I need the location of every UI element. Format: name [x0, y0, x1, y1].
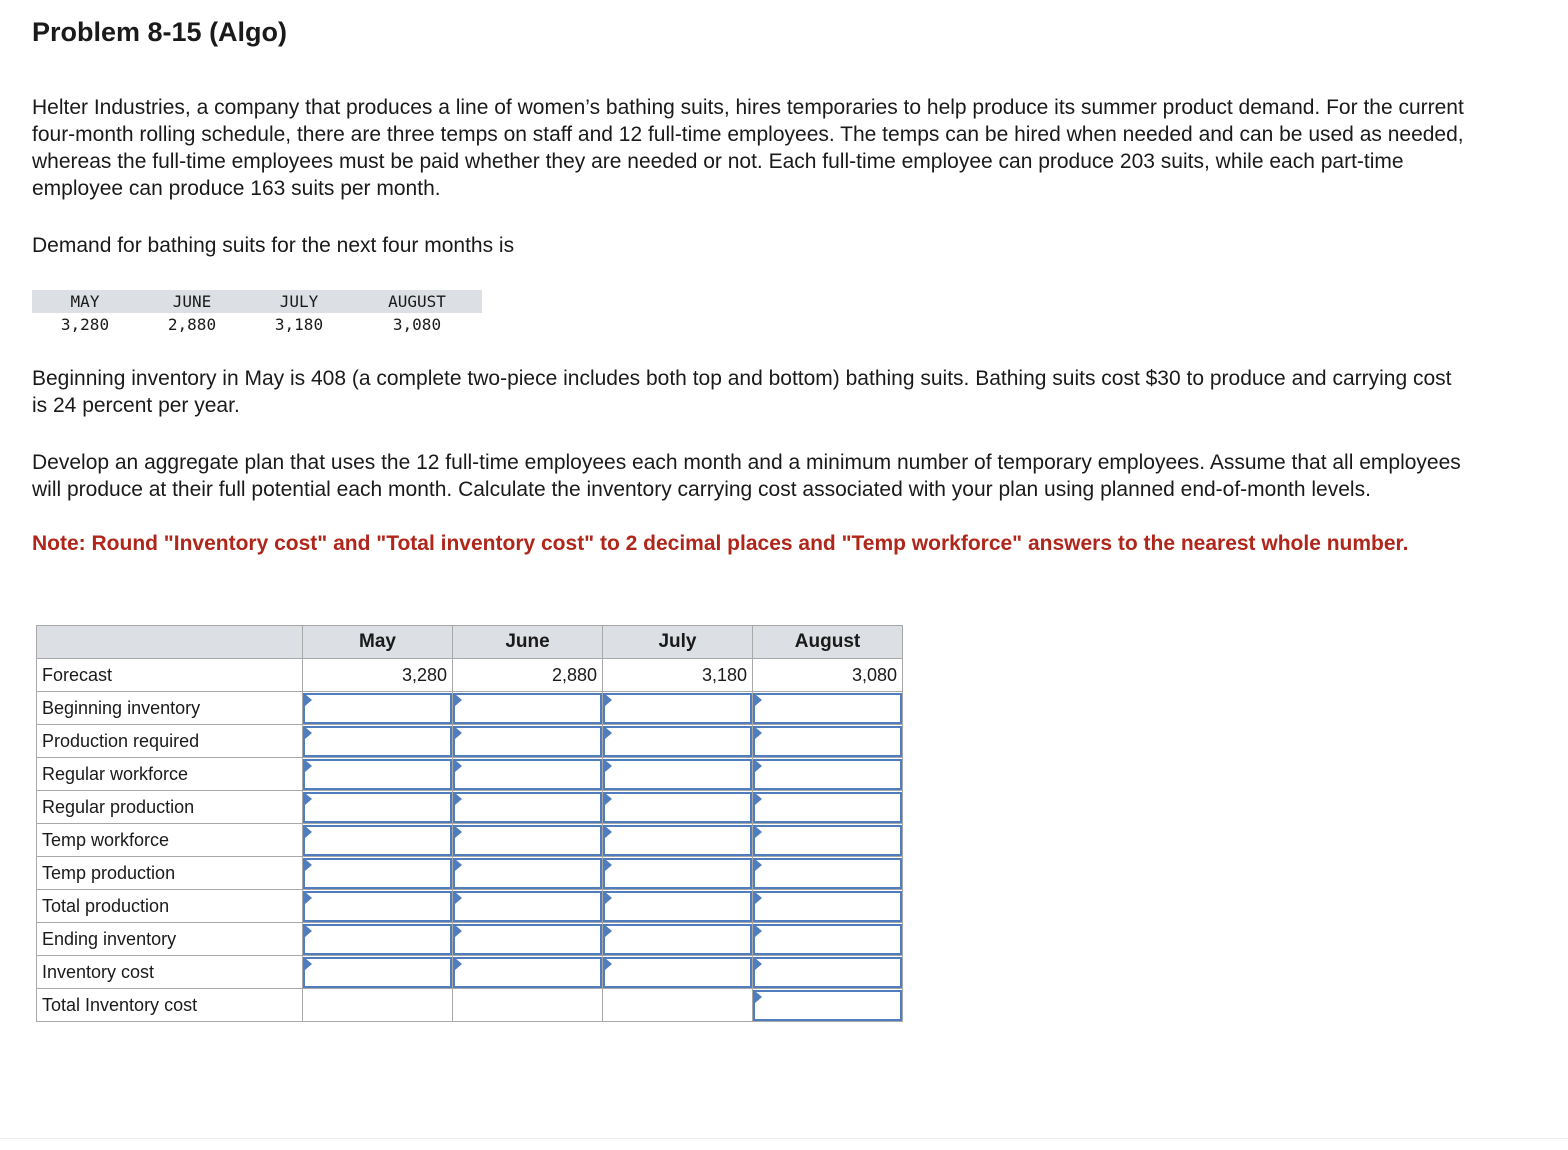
- temp-workforce-july-input[interactable]: [603, 825, 752, 856]
- cell-regular-production-may: [303, 791, 453, 824]
- rounding-note: Note: Round "Inventory cost" and "Total inventory cost" to 2 decimal places and "Temp workforce" answers to the nearest whole number.: [32, 532, 1409, 555]
- forecast-june: 2,880: [453, 659, 603, 692]
- ending-inventory-august-input[interactable]: [753, 924, 902, 955]
- cell-regular-workforce-august: [753, 758, 903, 791]
- cell-total-inventory-cost-august: [753, 989, 903, 1022]
- cell-regular-production-july: [603, 791, 753, 824]
- plan-row-ending-inventory: [37, 923, 903, 956]
- row-label-temp-production: Temp production: [37, 857, 303, 890]
- production-required-july-input[interactable]: [603, 726, 752, 757]
- production-required-may-input[interactable]: [303, 726, 452, 757]
- regular-production-may-input[interactable]: [303, 792, 452, 823]
- beginning-inventory-august-input[interactable]: [753, 693, 902, 724]
- plan-header-may: May: [303, 626, 453, 659]
- cell-temp-workforce-august: [753, 824, 903, 857]
- inventory-cost-july-input[interactable]: [603, 957, 752, 988]
- demand-value-august: 3,080: [392, 315, 442, 334]
- beginning-inventory-may-input[interactable]: [303, 693, 452, 724]
- footer-divider: [0, 1138, 1568, 1139]
- plan-header-august: August: [753, 626, 903, 659]
- cell-inventory-cost-may: [303, 956, 453, 989]
- plan-row-total-inventory-cost: [37, 989, 903, 1022]
- cell-production-required-august: [753, 725, 903, 758]
- demand-header-may: MAY: [70, 292, 100, 311]
- cell-ending-inventory-june: [453, 923, 603, 956]
- cell-total-production-july: [603, 890, 753, 923]
- demand-lead-text: Demand for bathing suits for the next four months is: [32, 234, 515, 257]
- cell-beginning-inventory-august: [753, 692, 903, 725]
- regular-production-july-input[interactable]: [603, 792, 752, 823]
- cell-regular-production-august: [753, 791, 903, 824]
- plan-header-july: July: [603, 626, 753, 659]
- temp-production-august-input[interactable]: [753, 858, 902, 889]
- inventory-cost-may-input[interactable]: [303, 957, 452, 988]
- aggregate-plan-table: [36, 625, 903, 1022]
- plan-header-row: [37, 626, 903, 659]
- total-production-july-input[interactable]: [603, 891, 752, 922]
- ending-inventory-may-input[interactable]: [303, 924, 452, 955]
- cell-inventory-cost-june: [453, 956, 603, 989]
- forecast-may: 3,280: [303, 659, 453, 692]
- temp-production-may-input[interactable]: [303, 858, 452, 889]
- cell-beginning-inventory-july: [603, 692, 753, 725]
- total-production-august-input[interactable]: [753, 891, 902, 922]
- regular-workforce-july-input[interactable]: [603, 759, 752, 790]
- plan-row-forecast: [37, 659, 903, 692]
- temp-workforce-june-input[interactable]: [453, 825, 602, 856]
- production-required-june-input[interactable]: [453, 726, 602, 757]
- cell-beginning-inventory-june: [453, 692, 603, 725]
- temp-workforce-may-input[interactable]: [303, 825, 452, 856]
- problem-title: Problem 8-15 (Algo): [32, 17, 288, 47]
- inventory-cost-august-input[interactable]: [753, 957, 902, 988]
- cell-temp-production-june: [453, 857, 603, 890]
- inventory-text: Beginning inventory in May is 408 (a complete two-piece includes both top and bottom) bathing suits. Bathing suits cost $30 to produce and carrying cost is 24 percent per year.: [32, 367, 1452, 417]
- plan-row-temp-production: [37, 857, 903, 890]
- regular-production-june-input[interactable]: [453, 792, 602, 823]
- instructions-text: Develop an aggregate plan that uses the 12 full-time employees each month and a minimum number of temporary employees. Assume that all employees will produce at their full potential each month. Calculate the inventory carrying cost associated with your plan using planned end-of-month levels.: [32, 451, 1461, 501]
- cell-regular-workforce-may: [303, 758, 453, 791]
- regular-production-august-input[interactable]: [753, 792, 902, 823]
- cell-temp-production-july: [603, 857, 753, 890]
- row-label-ending-inventory: Ending inventory: [37, 923, 303, 956]
- cell-regular-workforce-july: [603, 758, 753, 791]
- cell-temp-workforce-july: [603, 824, 753, 857]
- forecast-august: 3,080: [753, 659, 903, 692]
- row-label-beginning-inventory: Beginning inventory: [37, 692, 303, 725]
- cell-total-production-june: [453, 890, 603, 923]
- cell-ending-inventory-july: [603, 923, 753, 956]
- regular-workforce-august-input[interactable]: [753, 759, 902, 790]
- ending-inventory-june-input[interactable]: [453, 924, 602, 955]
- row-label-total-inventory-cost: Total Inventory cost: [37, 989, 303, 1022]
- temp-production-july-input[interactable]: [603, 858, 752, 889]
- cell-total-inventory-cost-may-empty: [303, 989, 453, 1022]
- total-inventory-cost-input[interactable]: [753, 990, 902, 1021]
- cell-temp-production-august: [753, 857, 903, 890]
- total-production-june-input[interactable]: [453, 891, 602, 922]
- problem-intro: Helter Industries, a company that produces a line of women’s bathing suits, hires temporaries to help produce its summer product demand. For the current four-month rolling schedule, there are three temps on staff and 12 full-time employees. The temps can be hired when needed and can be used as needed, whereas the full-time employees must be paid whether they are needed or not. Each full-time employee can produce 203 suits, while each part-time employee can produce 163 suits per month.: [32, 96, 1464, 200]
- demand-value-may: 3,280: [60, 315, 110, 334]
- row-label-regular-workforce: Regular workforce: [37, 758, 303, 791]
- production-required-august-input[interactable]: [753, 726, 902, 757]
- plan-row-total-production: [37, 890, 903, 923]
- inventory-cost-june-input[interactable]: [453, 957, 602, 988]
- row-label-production-required: Production required: [37, 725, 303, 758]
- cell-total-production-may: [303, 890, 453, 923]
- cell-regular-production-june: [453, 791, 603, 824]
- forecast-july: 3,180: [603, 659, 753, 692]
- total-production-may-input[interactable]: [303, 891, 452, 922]
- cell-inventory-cost-august: [753, 956, 903, 989]
- demand-value-july: 3,180: [274, 315, 324, 334]
- beginning-inventory-july-input[interactable]: [603, 693, 752, 724]
- temp-production-june-input[interactable]: [453, 858, 602, 889]
- cell-ending-inventory-august: [753, 923, 903, 956]
- plan-row-regular-production: [37, 791, 903, 824]
- cell-total-inventory-cost-july-empty: [603, 989, 753, 1022]
- cell-inventory-cost-july: [603, 956, 753, 989]
- demand-table: [32, 290, 482, 336]
- cell-temp-workforce-june: [453, 824, 603, 857]
- cell-regular-workforce-june: [453, 758, 603, 791]
- cell-total-production-august: [753, 890, 903, 923]
- plan-row-inventory-cost: [37, 956, 903, 989]
- temp-workforce-august-input[interactable]: [753, 825, 902, 856]
- ending-inventory-july-input[interactable]: [603, 924, 752, 955]
- cell-production-required-july: [603, 725, 753, 758]
- row-label-regular-production: Regular production: [37, 791, 303, 824]
- plan-row-regular-workforce: [37, 758, 903, 791]
- cell-total-inventory-cost-june-empty: [453, 989, 603, 1022]
- demand-value-row: [32, 313, 482, 336]
- cell-temp-workforce-may: [303, 824, 453, 857]
- plan-header-corner: [37, 626, 303, 659]
- cell-ending-inventory-may: [303, 923, 453, 956]
- plan-row-temp-workforce: [37, 824, 903, 857]
- plan-row-production-required: [37, 725, 903, 758]
- row-label-total-production: Total production: [37, 890, 303, 923]
- row-label-temp-workforce: Temp workforce: [37, 824, 303, 857]
- regular-workforce-may-input[interactable]: [303, 759, 452, 790]
- row-label-forecast: Forecast: [37, 659, 303, 692]
- cell-beginning-inventory-may: [303, 692, 453, 725]
- demand-header-august: AUGUST: [388, 292, 446, 311]
- plan-row-beginning-inventory: [37, 692, 903, 725]
- demand-value-june: 2,880: [167, 315, 217, 334]
- demand-header-june: JUNE: [172, 292, 212, 311]
- cell-production-required-june: [453, 725, 603, 758]
- beginning-inventory-june-input[interactable]: [453, 693, 602, 724]
- demand-header-row: [32, 290, 482, 313]
- plan-header-june: June: [453, 626, 603, 659]
- cell-production-required-may: [303, 725, 453, 758]
- row-label-inventory-cost: Inventory cost: [37, 956, 303, 989]
- cell-temp-production-may: [303, 857, 453, 890]
- demand-header-july: JULY: [279, 292, 319, 311]
- regular-workforce-june-input[interactable]: [453, 759, 602, 790]
